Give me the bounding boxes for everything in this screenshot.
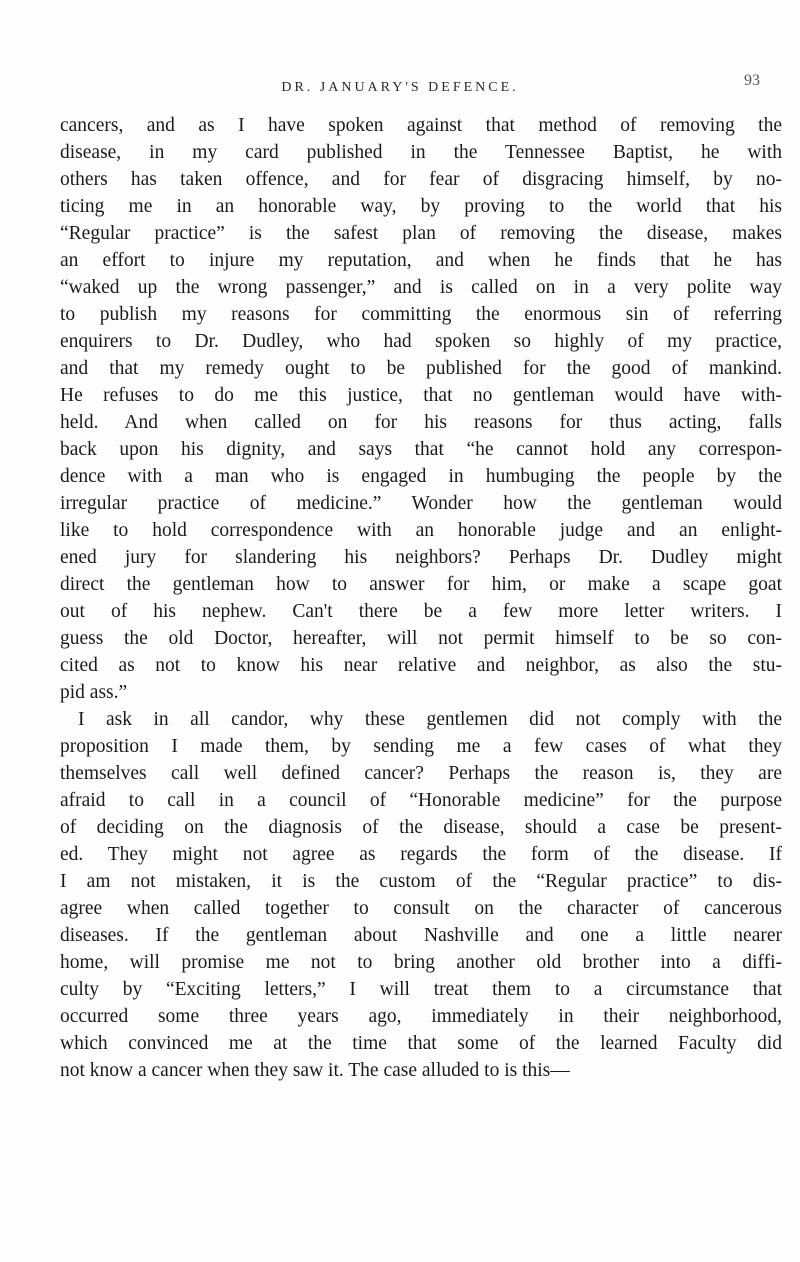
text-line: ticing me in an honorable way, by proving to the world that his — [60, 196, 782, 217]
text-line: I ask in all candor, why these gentlemen did not comply with the — [78, 709, 782, 730]
text-line: and that my remedy ought to be published for the good of mankind. — [60, 358, 782, 379]
text-line: an effort to injure my reputation, and when he finds that he has — [60, 250, 782, 271]
text-line: cancers, and as I have spoken against that method of removing the — [60, 115, 782, 136]
text-line: “Regular practice” is the safest plan of removing the disease, makes — [60, 223, 782, 244]
text-line: diseases. If the gentleman about Nashville and one a little nearer — [60, 925, 782, 946]
text-line: “waked up the wrong passenger,” and is called on in a very polite way — [60, 277, 782, 298]
text-line: of deciding on the diagnosis of the disease, should a case be present- — [60, 817, 782, 838]
running-head: DR. JANUARY'S DEFENCE. — [281, 80, 519, 95]
text-line: which convinced me at the time that some of the learned Faculty did — [60, 1033, 782, 1054]
text-line: not know a cancer when they saw it. The case alluded to is this— — [60, 1060, 570, 1081]
text-line: enquirers to Dr. Dudley, who had spoken so highly of my practice, — [60, 331, 782, 352]
text-line: guess the old Doctor, hereafter, will not permit himself to be so con- — [60, 628, 782, 649]
text-line: to publish my reasons for committing the enormous sin of referring — [60, 304, 782, 325]
text-line: direct the gentleman how to answer for him, or make a scape goat — [60, 574, 782, 595]
body-text — [60, 112, 782, 1084]
text-line: ed. They might not agree as regards the form of the disease. If — [60, 844, 782, 865]
text-line: dence with a man who is engaged in humbuging the people by the — [60, 466, 782, 487]
text-line: themselves call well defined cancer? Perhaps the reason is, they are — [60, 763, 782, 784]
text-line: irregular practice of medicine.” Wonder how the gentleman would — [60, 493, 782, 514]
text-line: disease, in my card published in the Tennessee Baptist, he with — [60, 142, 782, 163]
text-line: out of his nephew. Can't there be a few more letter writers. I — [60, 601, 782, 622]
text-line: held. And when called on for his reasons for thus acting, falls — [60, 412, 782, 433]
text-line: occurred some three years ago, immediately in their neighborhood, — [60, 1006, 782, 1027]
text-line: He refuses to do me this justice, that no gentleman would have with- — [60, 385, 782, 406]
text-line: like to hold correspondence with an honorable judge and an enlight- — [60, 520, 782, 541]
text-line: home, will promise me not to bring another old brother into a diffi- — [60, 952, 782, 973]
text-line: cited as not to know his near relative and neighbor, as also the stu- — [60, 655, 782, 676]
text-line: culty by “Exciting letters,” I will treat them to a circumstance that — [60, 979, 782, 1000]
text-line: back upon his dignity, and says that “he cannot hold any correspon- — [60, 439, 782, 460]
text-line: afraid to call in a council of “Honorable medicine” for the purpose — [60, 790, 782, 811]
text-line: agree when called together to consult on the character of cancerous — [60, 898, 782, 919]
text-line: I am not mistaken, it is the custom of the “Regular practice” to dis- — [60, 871, 782, 892]
text-line: pid ass.” — [60, 682, 128, 703]
page-number: 93 — [744, 72, 760, 89]
text-line: ened jury for slandering his neighbors? Perhaps Dr. Dudley might — [60, 547, 782, 568]
text-line: proposition I made them, by sending me a few cases of what they — [60, 736, 782, 757]
text-line: others has taken offence, and for fear of disgracing himself, by no- — [60, 169, 782, 190]
